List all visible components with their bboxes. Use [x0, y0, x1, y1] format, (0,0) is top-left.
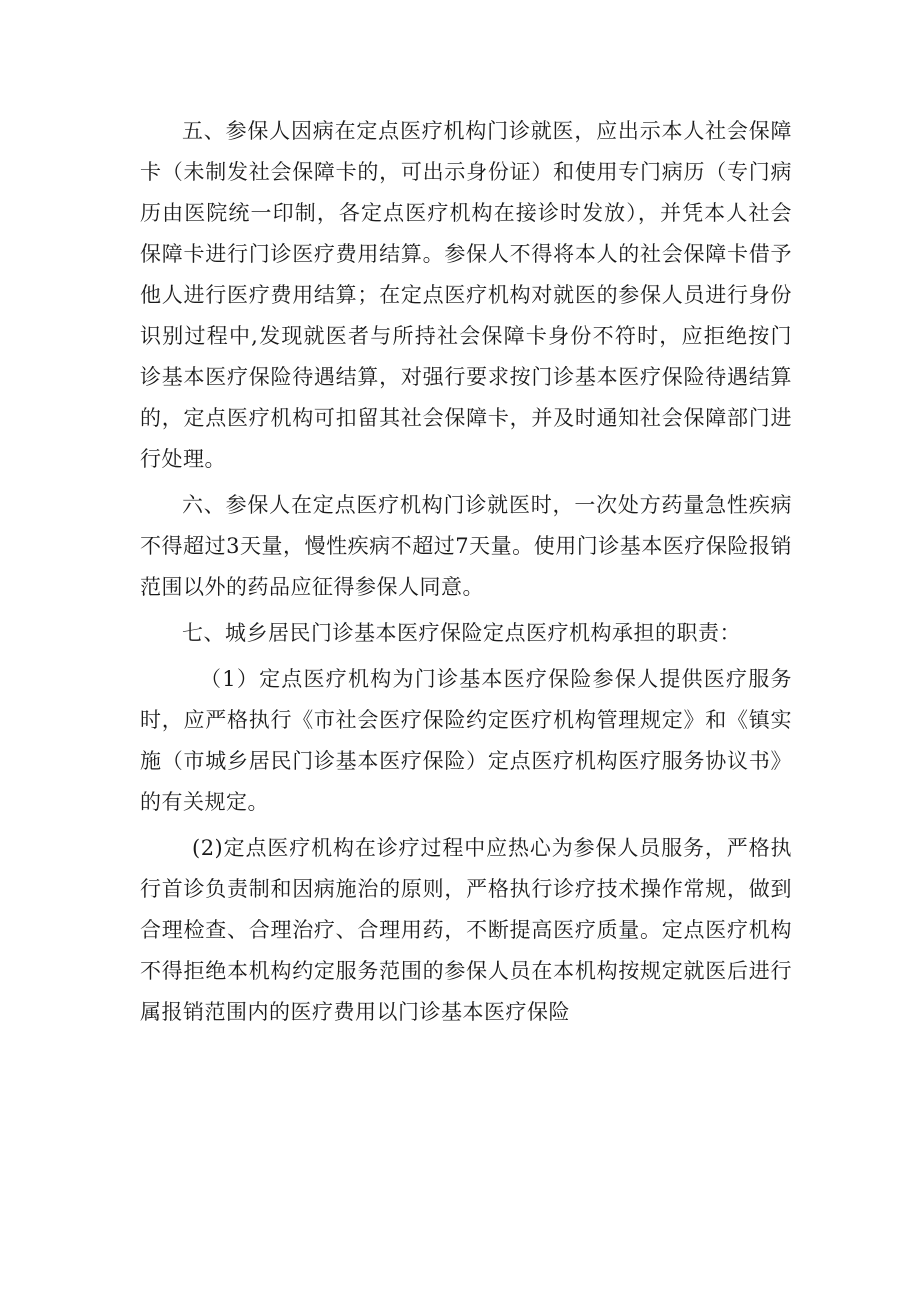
paragraph-item-5: 五、参保人因病在定点医疗机构门诊就医，应出示本人社会保障卡（未制发社会保障卡的，可出示身份证）和使用专门病历（专门病历由医院统一印制，各定点医疗机构在接诊时发放），并凭本人社会保障卡进行门诊医疗费用结算。参保人不得将本人的社会保障卡借予他人进行医疗费用结算；在定点医疗机构对就医的参保人员进行身份识别过程中,发现就医者与所持社会保障卡身份不符时，应拒绝按门诊基本医疗保险待遇结算，对强行要求按门诊基本医疗保险待遇结算的，定点医疗机构可扣留其社会保障卡，并及时通知社会保障部门进行处理。: [140, 119, 792, 471]
paragraph-item-7: 七、城乡居民门诊基本医疗保险定点医疗机构承担的职责：: [182, 621, 741, 645]
paragraph-sub-2: (2)定点医疗机构在诊疗过程中应热心为参保人员服务，严格执行首诊负责制和因病施治的原则，严格执行诊疗技术操作常规，做到合理检查、合理治疗、合理用药，不断提高医疗质量。定点医疗机构不得拒绝本机构约定服务范围的参保人员在本机构按规定就医后进行属报销范围内的医疗费用以门诊基本医疗保险: [140, 836, 792, 1024]
paragraph-item-6: 六、参保人在定点医疗机构门诊就医时，一次处方药量急性疾病不得超过3天量，慢性疾病不超过7天量。使用门诊基本医疗保险报销范围以外的药品应征得参保人同意。: [140, 493, 792, 599]
paragraph-sub-1: （1）定点医疗机构为门诊基本医疗保险参保人提供医疗服务时，应严格执行《市社会医疗保险约定医疗机构管理规定》和《镇实施（市城乡居民门诊基本医疗保险）定点医疗机构医疗服务协议书》的有关规定。: [140, 667, 792, 814]
document-body: [140, 111, 792, 1033]
